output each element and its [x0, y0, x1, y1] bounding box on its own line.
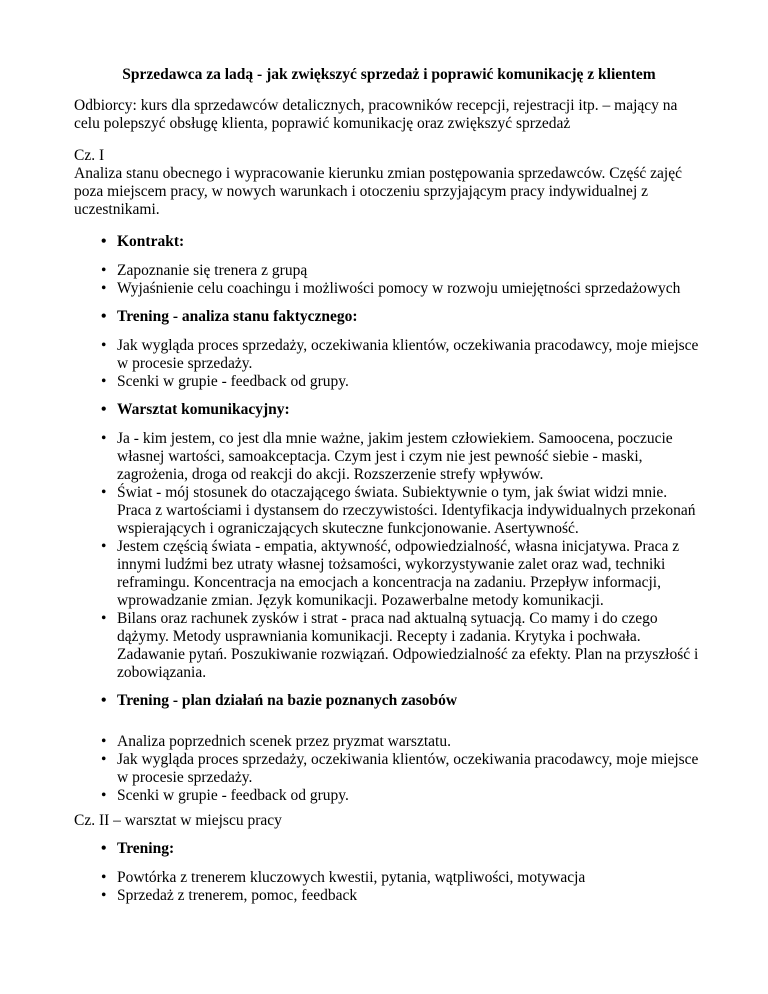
list-item-text: Jak wygląda proces sprzedaży, oczekiwania klientów, oczekiwania pracodawcy, moje miejsce w procesie sprzedaży. — [117, 751, 699, 786]
list-item-text: Jak wygląda proces sprzedaży, oczekiwania klientów, oczekiwania pracodawcy, moje miejsce w procesie sprzedaży. — [117, 337, 699, 372]
bullet-icon: • — [101, 692, 107, 709]
section-heading-list — [74, 308, 704, 326]
document-title: Sprzedawca za ladą - jak zwiększyć sprzedaż i poprawić komunikację z klientem — [122, 66, 656, 83]
bullet-icon: • — [101, 430, 107, 447]
section-heading-text: Warsztat komunikacyjny: — [117, 401, 290, 418]
bullet-icon: • — [101, 233, 107, 250]
list-item-text: Analiza poprzednich scenek przez pryzmat warsztatu. — [117, 733, 451, 750]
section-heading-text: Trening - plan działań na bazie poznanych zasobów — [117, 692, 458, 709]
section-heading-text: Trening - analiza stanu faktycznego: — [117, 308, 358, 325]
bullet-icon: • — [101, 538, 107, 555]
section-heading-trening-analiza — [74, 308, 704, 326]
bullet-icon: • — [101, 337, 107, 354]
bullet-icon: • — [101, 280, 107, 297]
list-item — [74, 887, 704, 905]
list-item-text: Bilans oraz rachunek zysków i strat - praca nad aktualną sytuacją. Co mamy i do czego dążymy. Metody usprawniania komunikacji. Recepty i zadania. Krytyka i pochwała. Zadawanie pytań. Poszukiwanie rozwiązań. Odpowiedzialność za efekty. Plan na przyszłość i zobowiązania. — [117, 610, 699, 681]
section-heading-kontrakt — [74, 233, 704, 251]
list-item — [74, 751, 704, 787]
bullet-icon: • — [101, 308, 107, 325]
section-heading-trening-part2 — [74, 840, 704, 858]
bullet-icon: • — [101, 484, 107, 501]
section-heading-list — [74, 692, 704, 710]
bullet-icon: • — [101, 262, 107, 279]
list-item-text: Sprzedaż z trenerem, pomoc, feedback — [117, 887, 358, 904]
part1-intro: Analiza stanu obecnego i wypracowanie kierunku zmian postępowania sprzedawców. Część zajęć poza miejscem pracy, w nowych warunkach i otoczeniu sprzyjającym pracy indywidualnej z uczestnikami. — [74, 165, 682, 218]
list-item — [74, 787, 704, 805]
bullet-icon: • — [101, 751, 107, 768]
section-items-warsztat — [74, 430, 704, 682]
list-item — [74, 610, 704, 682]
section-items-kontrakt — [74, 262, 704, 298]
list-item-text: Jestem częścią świata - empatia, aktywność, odpowiedzialność, własna inicjatywa. Praca z innymi ludźmi bez utraty własnej tożsamości, wykorzystywanie zalet oraz wad, techniki reframingu. Koncentracja na emocjach a koncentracja na zadaniu. Przepływ informacji, wprowadzanie zmian. Język komunikacji. Pozawerbalne metody komunikacji. — [117, 538, 680, 609]
list-item — [74, 733, 704, 751]
section-items-trening-part2 — [74, 869, 704, 905]
list-item-text: Świat - mój stosunek do otaczającego świata. Subiektywnie o tym, jak świat widzi mnie. Praca z wartościami i dystansem do rzeczywistości. Identyfikacja indywidualnych przekonań wspierających i ograniczających skuteczne funkcjonowanie. Asertywność. — [117, 484, 696, 537]
bullet-icon: • — [101, 869, 107, 886]
list-item-text: Wyjaśnienie celu coachingu i możliwości pomocy w rozwoju umiejętności sprzedażowych — [117, 280, 681, 297]
bullet-icon: • — [101, 733, 107, 750]
bullet-icon: • — [101, 887, 107, 904]
list-item-text: Powtórka z trenerem kluczowych kwestii, pytania, wątpliwości, motywacja — [117, 869, 586, 886]
list-item — [74, 430, 704, 484]
section-heading-trening-plan — [74, 692, 704, 710]
bullet-icon: • — [101, 787, 107, 804]
bullet-icon: • — [101, 373, 107, 390]
section-items-trening-plan — [74, 733, 704, 805]
section-items-trening-analiza — [74, 337, 704, 391]
bullet-icon: • — [101, 840, 107, 857]
bullet-icon: • — [101, 610, 107, 627]
audience-paragraph: Odbiorcy: kurs dla sprzedawców detalicznych, pracowników recepcji, rejestracji itp. – mający na celu polepszyć obsługę klienta, poprawić komunikację oraz zwiększyć sprzedaż — [74, 97, 678, 132]
bullet-icon: • — [101, 401, 107, 418]
list-item — [74, 373, 704, 391]
document-page — [74, 66, 704, 912]
section-heading-text: Kontrakt: — [117, 233, 185, 250]
part1-label: Cz. I — [74, 147, 105, 164]
list-item — [74, 484, 704, 538]
section-heading-text: Trening: — [117, 840, 175, 857]
list-item — [74, 337, 704, 373]
list-item-text: Zapoznanie się trenera z grupą — [117, 262, 308, 279]
list-item-text: Scenki w grupie - feedback od grupy. — [117, 373, 349, 390]
section-heading-list — [74, 840, 704, 858]
section-heading-list — [74, 233, 704, 251]
list-item — [74, 280, 704, 298]
list-item-text: Ja - kim jestem, co jest dla mnie ważne, jakim jestem człowiekiem. Samoocena, poczucie własnej wartości, samoakceptacja. Czym jest i czym nie jest pewność siebie - maski, zagrożenia, droga od reakcji do akcji. Rozszerzenie strefy wpływów. — [117, 430, 673, 483]
part2-label: Cz. II – warsztat w miejscu pracy — [74, 812, 282, 829]
list-item — [74, 538, 704, 610]
list-item — [74, 262, 704, 280]
list-item-text: Scenki w grupie - feedback od grupy. — [117, 787, 349, 804]
section-heading-list — [74, 401, 704, 419]
section-heading-warsztat — [74, 401, 704, 419]
list-item — [74, 869, 704, 887]
